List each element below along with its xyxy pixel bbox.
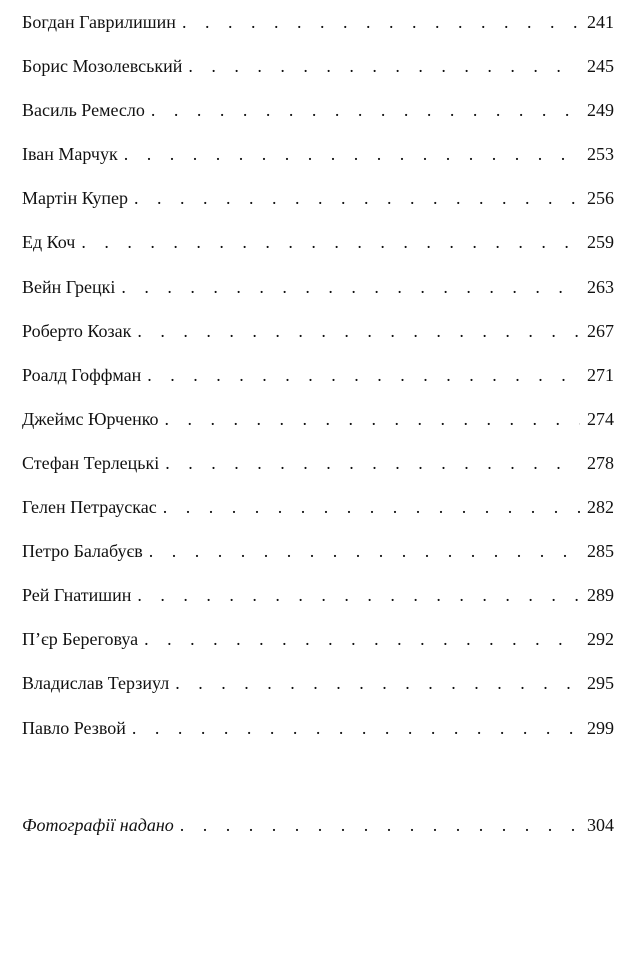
toc-entry-title: Фотографії надано [22,814,174,835]
toc-entry-page: 245 [587,56,614,77]
dot-leader [149,539,580,563]
toc-entry-page: 259 [587,232,614,253]
toc-entry-page: 253 [587,144,614,165]
toc-entry[interactable] [22,363,614,407]
dot-leader [151,98,580,122]
toc-entry-title: Богдан Гаврилишин [22,12,176,32]
toc-entry-title: Стефан Терлецькі [22,452,160,473]
toc-entry[interactable] [22,186,614,230]
dot-leader [132,716,580,740]
toc-entry-title: Мартін Купер [22,188,129,209]
toc-entry[interactable] [22,142,614,186]
toc-entry-title: Павло Резвой [22,717,126,738]
toc-entry-page: 241 [587,12,614,32]
toc-entry-title: Василь Ремесло [22,100,145,121]
dot-leader [137,583,580,607]
dot-leader [144,627,580,651]
toc-entry-page: 267 [587,320,614,341]
toc-entry[interactable] [22,319,614,363]
dot-leader [81,230,580,254]
toc-entry-page: 289 [587,585,614,606]
toc-entry-page: 295 [587,673,614,694]
dot-leader [175,671,580,695]
toc-entry-page: 263 [587,276,614,297]
toc-entry-title: Петро Балабуєв [22,541,143,562]
toc-entry-title: Роберто Козак [22,320,132,341]
toc-entry-page: 278 [587,452,614,473]
toc-entry[interactable] [22,275,614,319]
toc-entry-title: Вейн Грецкі [22,276,116,297]
toc-entry-page: 274 [587,408,614,429]
section-gap [22,760,614,813]
toc-entry-page: 304 [587,814,614,835]
toc-entry-title: Гелен Петраускас [22,497,157,518]
toc-entry-title: Ед Коч [22,232,76,253]
dot-leader [163,495,580,519]
toc-entry-title: Роалд Гоффман [22,364,142,385]
toc-entry[interactable] [22,716,614,760]
toc-entry-title: Іван Марчук [22,144,118,165]
dot-leader [137,319,580,343]
toc-entry[interactable] [22,539,614,583]
dot-leader [124,142,580,166]
dot-leader [180,813,580,837]
toc-entry-page: 249 [587,100,614,121]
dot-leader [188,54,580,78]
dot-leader [121,275,580,299]
toc-entry-photo-credits[interactable] [22,813,614,857]
toc-entry[interactable] [22,495,614,539]
toc-entry-page: 292 [587,629,614,650]
dot-leader [134,186,580,210]
toc-entry[interactable] [22,54,614,98]
toc-entry[interactable] [22,451,614,495]
toc-entry[interactable] [22,671,614,715]
toc-entry-title: Владислав Терзиул [22,673,170,694]
toc-entry[interactable] [22,98,614,142]
toc-entry[interactable] [22,10,614,54]
toc-entry[interactable] [22,627,614,671]
toc-entry-page: 256 [587,188,614,209]
toc-entry-page: 271 [587,364,614,385]
toc-entry[interactable] [22,407,614,451]
dot-leader [165,451,580,475]
toc-entry-title: Джеймс Юрченко [22,408,159,429]
toc-entry-title: П’єр Береговуа [22,629,139,650]
toc-entry-page: 282 [587,497,614,518]
dot-leader [165,407,580,431]
toc-entry-page: 285 [587,541,614,562]
toc-entry[interactable] [22,583,614,627]
toc-entry-title: Рей Гнатишин [22,585,132,606]
toc-entry-page: 299 [587,717,614,738]
dot-leader [147,363,580,387]
table-of-contents [22,10,614,857]
toc-entry[interactable] [22,230,614,274]
dot-leader [182,10,580,34]
toc-entry-title: Борис Мозолевський [22,56,183,77]
